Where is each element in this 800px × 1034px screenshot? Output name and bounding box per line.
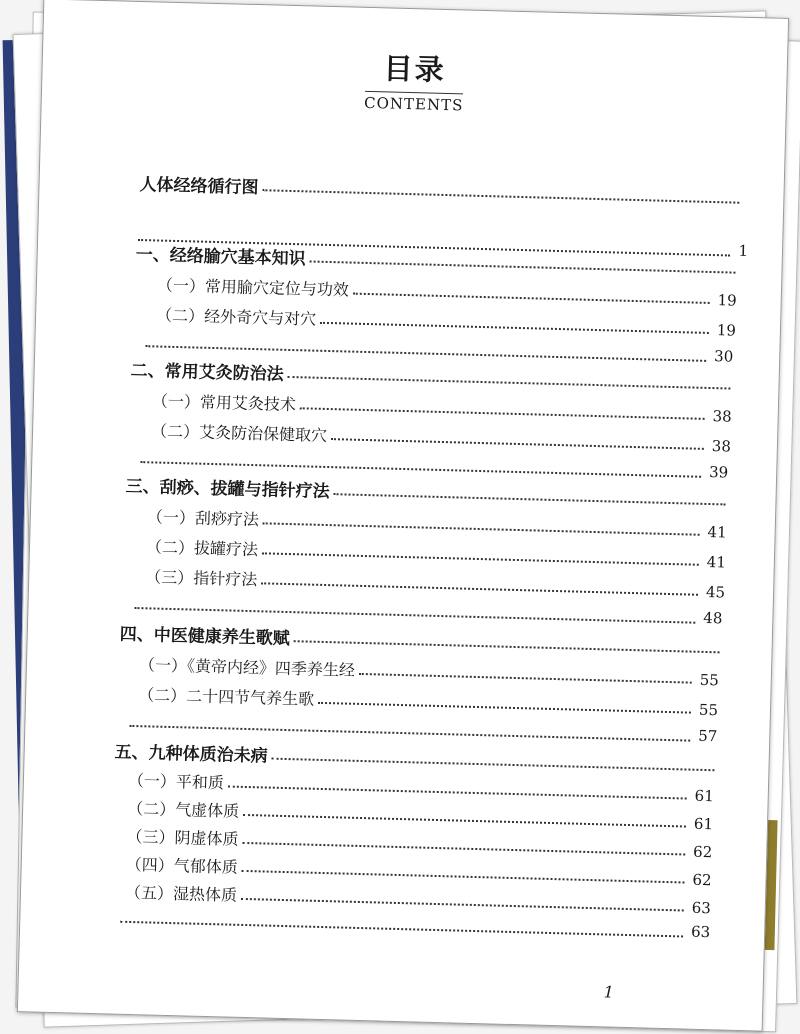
page-title: 目录 xyxy=(365,46,464,95)
toc-entry-page: 62 xyxy=(692,842,713,862)
toc-entry-label: （四）气郁体质 xyxy=(125,854,238,877)
leader-dots xyxy=(120,921,683,938)
toc-entry-label: （二）二十四节气养生歌 xyxy=(137,685,315,709)
page-subtitle: CONTENTS xyxy=(363,93,464,115)
toc-entry-page: 19 xyxy=(716,321,737,340)
toc-entry-label: （一）《黄帝内经》四季养生经 xyxy=(138,655,356,680)
toc-entry-page: 39 xyxy=(708,463,729,482)
toc-entry-label: 人体经络循行图 xyxy=(139,174,259,199)
leader-dots xyxy=(243,813,686,827)
toc-entry-label: （三）阴虚体质 xyxy=(126,826,239,849)
leader-dots xyxy=(262,189,739,203)
leader-dots xyxy=(334,493,726,505)
toc-entry-page: 61 xyxy=(693,814,714,834)
toc-entry-label: （一）刮痧疗法 xyxy=(146,507,260,530)
leader-dots xyxy=(228,785,687,799)
toc-entry-label: （二）拔罐疗法 xyxy=(145,537,259,560)
leader-dots xyxy=(294,640,720,653)
leader-dots xyxy=(242,869,685,883)
toc-entry-label: 三、刮痧、拔罐与指针疗法 xyxy=(125,476,330,503)
page-number: 1 xyxy=(603,982,615,1002)
toc-entry-page: 63 xyxy=(691,898,712,918)
leader-dots xyxy=(241,897,684,911)
toc-list xyxy=(18,0,788,1031)
toc-entry-label: （二）气虚体质 xyxy=(126,798,240,821)
toc-entry-page: 30 xyxy=(713,347,734,366)
toc-entry-page: 55 xyxy=(698,700,719,720)
toc-entry-page: 62 xyxy=(692,870,712,890)
leader-dots xyxy=(242,841,685,855)
leader-dots xyxy=(300,407,705,420)
toc-entry-label: 四、中医健康养生歌赋 xyxy=(119,624,290,650)
toc-entry-label: （二）经外奇穴与对穴 xyxy=(155,305,317,329)
toc-entry-page: 38 xyxy=(711,437,732,456)
toc-entry-page: 45 xyxy=(705,582,726,602)
toc-entry-label: 五、九种体质治未病 xyxy=(114,742,268,767)
toc-entry-label: （五）湿热体质 xyxy=(124,882,238,905)
toc-entry-page: 57 xyxy=(697,726,718,746)
leader-dots xyxy=(331,438,704,450)
toc-entry-label: （一）常用腧穴定位与功效 xyxy=(156,275,350,300)
toc-entry-page: 48 xyxy=(703,608,723,628)
leader-dots xyxy=(318,701,691,713)
toc-entry-page: 63 xyxy=(690,922,711,942)
toc-entry-page: 41 xyxy=(706,552,727,572)
toc-entry-label: （一）平和质 xyxy=(127,770,225,793)
toc-entry[interactable] xyxy=(139,170,739,211)
leader-dots xyxy=(129,725,690,742)
toc-page xyxy=(17,0,789,1032)
toc-entry-label: （三）指针疗法 xyxy=(145,567,258,590)
leader-dots xyxy=(353,292,710,303)
leader-dots xyxy=(134,607,695,624)
leader-dots xyxy=(263,522,700,535)
toc-entry-page: 61 xyxy=(694,786,714,806)
leader-dots xyxy=(310,260,736,273)
leader-dots xyxy=(320,321,709,333)
toc-entry-page: 19 xyxy=(717,291,737,310)
toc-entry-label: （二）艾灸防治保健取穴 xyxy=(150,421,328,445)
toc-entry-label: 一、经络腧穴基本知识 xyxy=(135,244,306,270)
leader-dots xyxy=(288,375,731,389)
leader-dots xyxy=(261,582,698,595)
leader-dots xyxy=(262,552,699,565)
toc-entry-page: 41 xyxy=(707,522,727,542)
leader-dots xyxy=(359,672,692,683)
leader-dots xyxy=(272,757,715,771)
toc-entry-label: （一）常用艾灸技术 xyxy=(151,391,297,415)
toc-entry-page: 38 xyxy=(712,407,732,426)
toc-entry-page: 1 xyxy=(738,241,749,260)
toc-entry-label: 二、常用艾灸防治法 xyxy=(130,360,284,385)
toc-entry-page: 55 xyxy=(699,670,720,690)
